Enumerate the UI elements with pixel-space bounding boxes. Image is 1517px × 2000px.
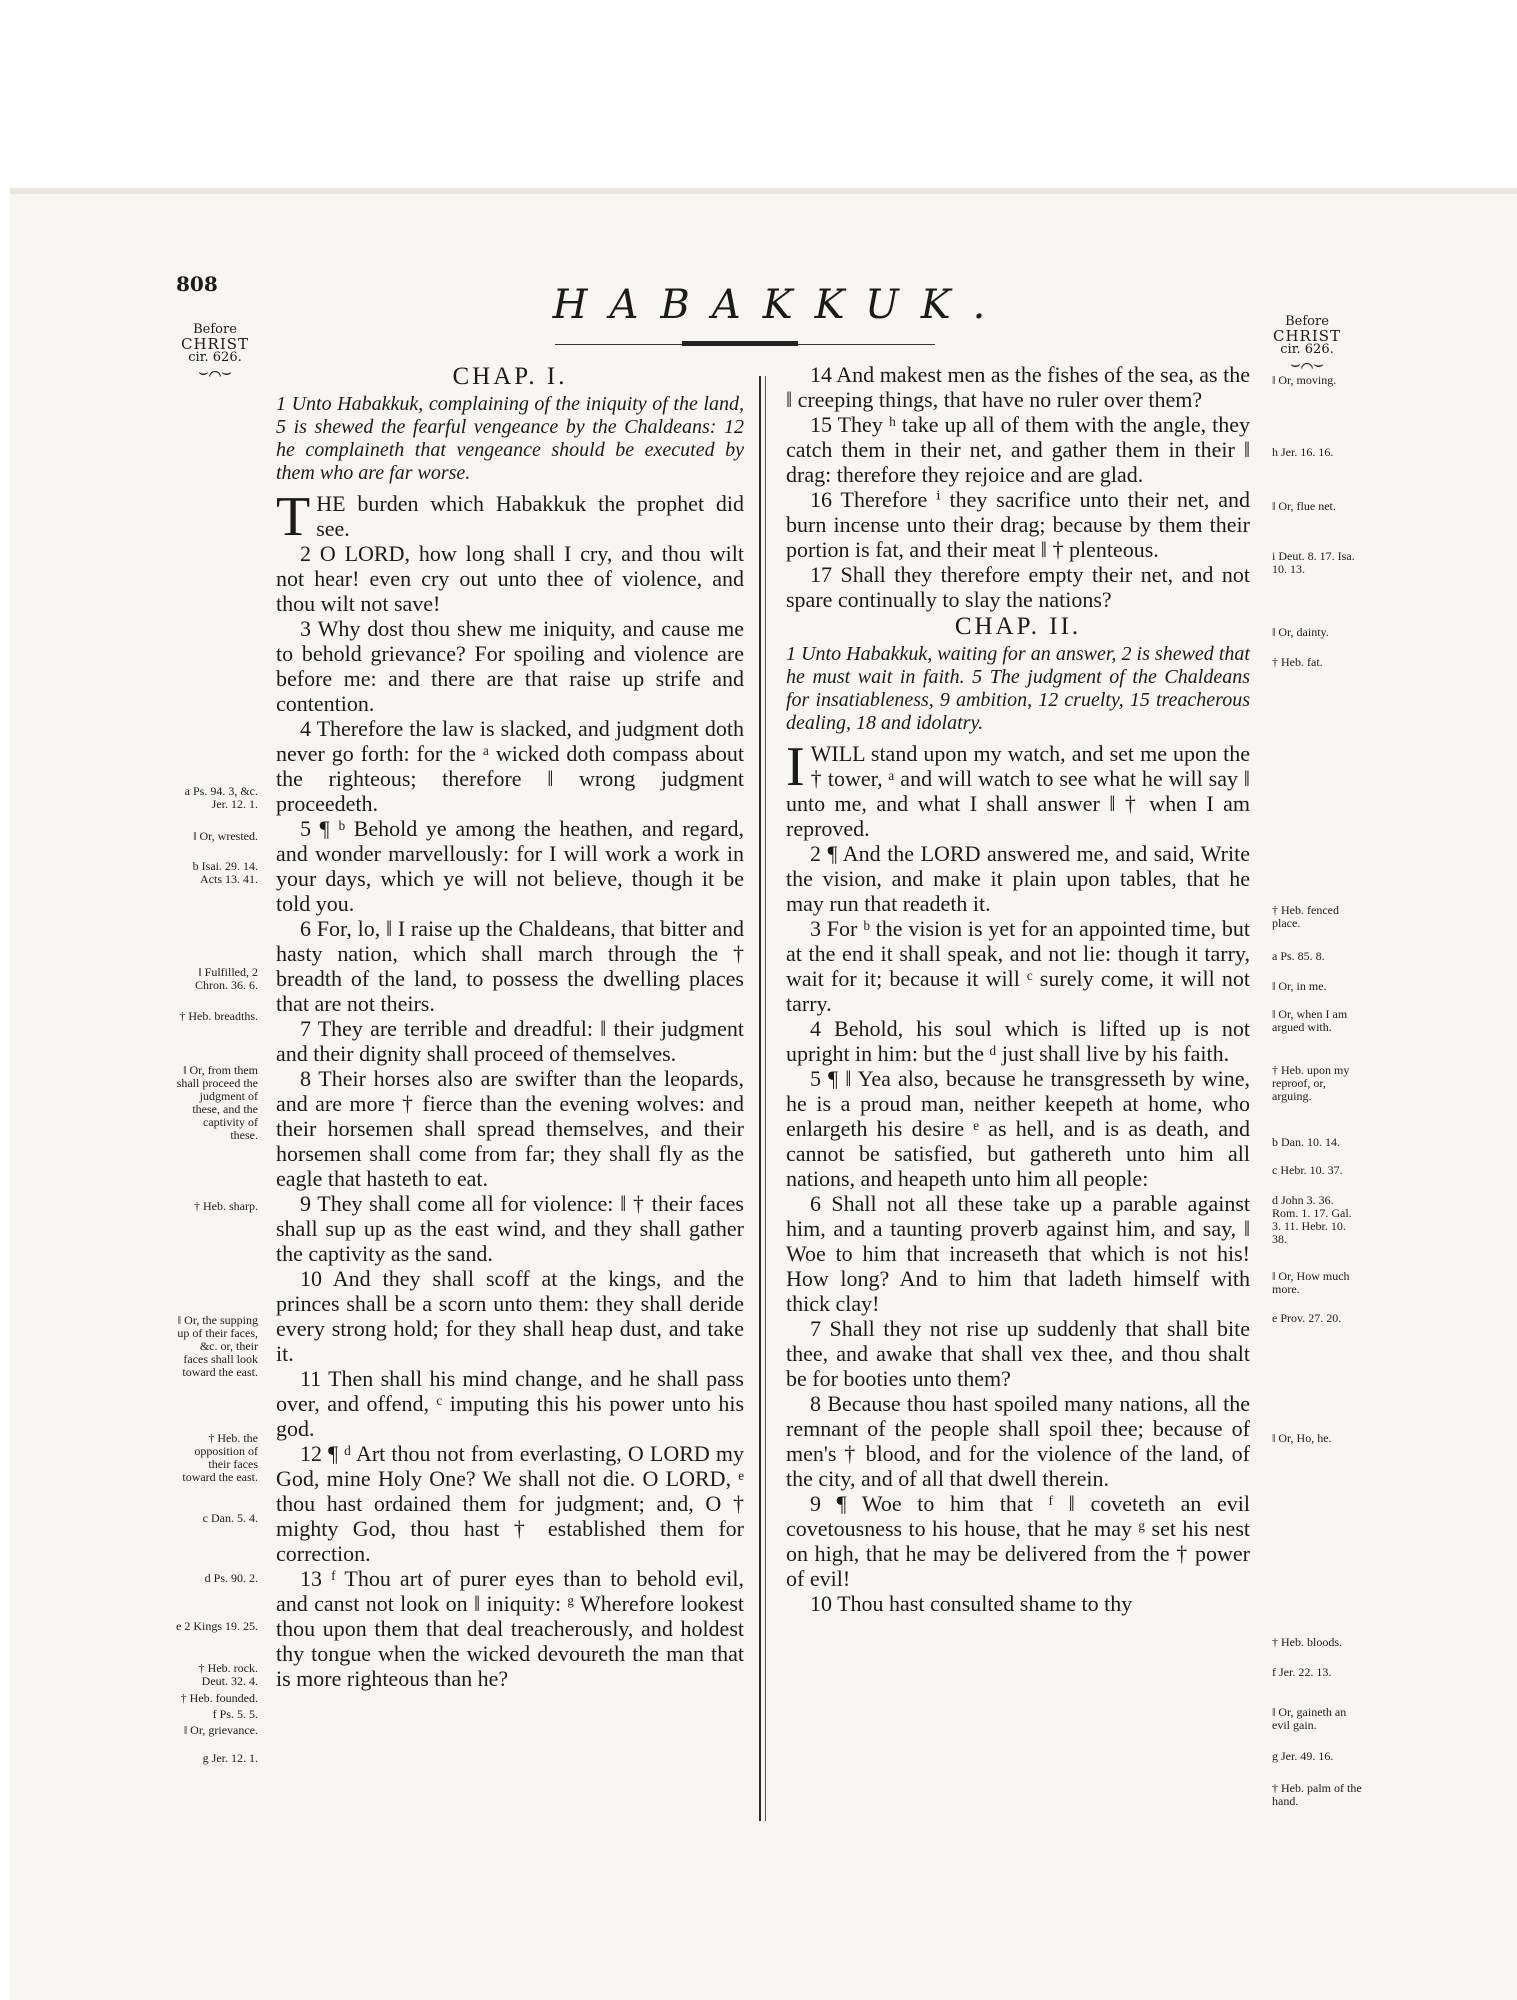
before-christ-right	[1264, 315, 1350, 371]
margin-note: e Prov. 27. 20.	[1272, 1311, 1342, 1325]
verse: 10 And they shall scoff at the kings, and the princes shall be a scorn unto them: they shall deride every strong hold; for they shall heap dust, and take it.	[276, 1266, 744, 1366]
margin-note: b Dan. 10. 14.	[1272, 1135, 1340, 1149]
margin-note: ‖ Or, the supping up of their faces, &c. or, their faces shall look toward the east.	[177, 1313, 258, 1379]
chapter-summary: 1 Unto Habakkuk, waiting for an answer, 2 is shewed that he must wait in faith. 5 The judgment of the Chaldeans for insatiableness, 9 ambition, 12 cruelty, 15 treacherous dealing, 18 and idolatry.	[786, 643, 1250, 734]
verse: 16 Therefore ⁱ they sacrifice unto their net, and burn incense unto their drag; because by them their portion is fat, and their meat ‖ † plenteous.	[786, 487, 1250, 562]
verse: 12 ¶ ᵈ Art thou not from everlasting, O LORD my God, mine Holy One? We shall not die. O LORD, ᵉ thou hast ordained them for judgment; and, O † mighty God, thou hast † established them for correction.	[276, 1441, 744, 1566]
christ-label: CHRIST	[180, 335, 250, 353]
margin-note: d Ps. 90. 2.	[204, 1571, 258, 1585]
swash-ornament: ⌣⌒⌣	[1290, 354, 1324, 373]
margin-note: † Heb. rock. Deut. 32. 4.	[198, 1661, 258, 1688]
margin-note: a Ps. 94. 3, &c. Jer. 12. 1.	[184, 784, 258, 811]
margin-note: g Jer. 12. 1.	[202, 1751, 258, 1765]
margin-note: ‖ Or, wrested.	[193, 829, 258, 843]
verse: WILL stand upon my watch, and set me upon the † tower, ᵃ and will watch to see what he will say ‖ unto me, and what I shall answer ‖ † when I am reproved.	[786, 741, 1250, 841]
margin-note: ‖ Or, dainty.	[1272, 625, 1329, 639]
verse: 7 They are terrible and dreadful: ‖ their judgment and their dignity shall proceed of themselves.	[276, 1016, 744, 1066]
margin-note: c Dan. 5. 4.	[202, 1511, 258, 1525]
margin-note: † Heb. bloods.	[1272, 1635, 1342, 1649]
margin-note: h Jer. 16. 16.	[1272, 445, 1334, 459]
book-title: HABAKKUK.	[552, 282, 1008, 328]
verse: 4 Therefore the law is slacked, and judgment doth never go forth: for the ᵃ wicked doth compass about the righteous; therefore ‖ wrong judgment proceedeth.	[276, 716, 744, 816]
chapter-summary: 1 Unto Habakkuk, complaining of the iniquity of the land, 5 is shewed the fearful vengeance by the Chaldeans: 12 he complaineth that vengeance should be executed by them who are far worse.	[276, 393, 744, 484]
verse: 3 Why dost thou shew me iniquity, and cause me to behold grievance? For spoiling and violence are before me: and there are that raise up strife and contention.	[276, 616, 744, 716]
column-divider	[759, 376, 762, 1821]
margin-note: ‖ Or, when I am argued with.	[1272, 1007, 1348, 1034]
margin-note: † Heb. palm of the hand.	[1272, 1781, 1362, 1808]
margin-note: ‖ Fulfilled, 2 Chron. 36. 6.	[195, 965, 258, 992]
verse: 5 ¶ ᵇ Behold ye among the heathen, and regard, and wonder marvellously: for I will work a work in your days, which ye will not believe, though it be told you.	[276, 816, 744, 916]
verse: HE burden which Habakkuk the prophet did see.	[316, 491, 744, 541]
verse: 10 Thou hast consulted shame to thy	[810, 1591, 1133, 1616]
margin-note: f Jer. 22. 13.	[1272, 1665, 1332, 1679]
verse: 8 Their horses also are swifter than the leopards, and are more † fierce than the evening wolves: and their horsemen shall spread themselves, and their horsemen shall come from far; they shall fly as the eagle that hasteth to eat.	[276, 1066, 744, 1191]
margin-note: ‖ Or, grievance.	[183, 1723, 258, 1737]
margin-note: † Heb. fenced place.	[1272, 903, 1339, 930]
margin-note: ‖ Or, moving.	[1272, 373, 1337, 387]
verse-block	[786, 736, 1250, 841]
margin-note: ‖ Or, in me.	[1272, 979, 1327, 993]
verse: 6 For, lo, ‖ I raise up the Chaldeans, that bitter and hasty nation, which shall march through the † breadth of the land, to possess the dwelling places that are not theirs.	[276, 916, 744, 1016]
verse: 11 Then shall his mind change, and he shall pass over, and offend, ᶜ imputing this his power unto his god.	[276, 1366, 744, 1441]
verse: 13 ᶠ Thou art of purer eyes than to behold evil, and canst not look on ‖ iniquity: ᵍ Wherefore lookest thou upon them that deal treacherously, and holdest thy tongue when the wicked devoureth the man that is more righteous than he?	[276, 1566, 744, 1691]
verse: 8 Because thou hast spoiled many nations, all the remnant of the people shall spoil thee; because of men's † blood, and for the violence of the land, of the city, and of all that dwell therein.	[786, 1391, 1250, 1491]
verse: 4 Behold, his soul which is lifted up is not upright in him: but the ᵈ just shall live by his faith.	[786, 1016, 1250, 1066]
verse-block	[276, 486, 744, 548]
before-label: Before	[193, 322, 237, 337]
margin-note: ‖ Or, from them shall proceed the judgment of these, and the captivity of these.	[176, 1063, 258, 1142]
column-divider-inner	[765, 376, 767, 1821]
verse: 17 Shall they therefore empty their net, and not spare continually to slay the nations?	[786, 562, 1250, 612]
margin-note: f Ps. 5. 5.	[212, 1707, 258, 1721]
right-column	[786, 362, 1250, 1616]
verse: 5 ¶ ‖ Yea also, because he transgresseth by wine, he is a proud man, neither keepeth at home, who enlargeth his desire ᵉ as hell, and is as death, and cannot be satisfied, but gathereth unto him all nations, and heapeth unto him all people:	[786, 1066, 1250, 1191]
circa-date: cir. 626.	[188, 350, 242, 365]
drop-cap: I	[786, 736, 805, 798]
left-column	[276, 362, 744, 1691]
margin-note: † Heb. the opposition of their faces toward the east.	[182, 1431, 258, 1484]
margin-note: i Deut. 8. 17. Isa. 10. 13.	[1272, 549, 1355, 576]
title-rule-ornament	[682, 341, 798, 346]
margin-note: † Heb. breadths.	[179, 1009, 258, 1023]
margin-note: e 2 Kings 19. 25.	[176, 1619, 258, 1633]
page-number: 808	[176, 272, 218, 296]
margin-note: c Hebr. 10. 37.	[1272, 1163, 1343, 1177]
before-label: Before	[1285, 314, 1329, 329]
swash-ornament: ⌣⌒⌣	[198, 362, 232, 381]
verse: 3 For ᵇ the vision is yet for an appointed time, but at the end it shall speak, and not lie: though it tarry, wait for it; because it will ᶜ surely come, it will not tarry.	[786, 916, 1250, 1016]
margin-note: b Isai. 29. 14. Acts 13. 41.	[192, 859, 258, 886]
margin-note: † Heb. upon my reproof, or, arguing.	[1272, 1063, 1350, 1103]
drop-cap: T	[276, 486, 311, 548]
margin-note: ‖ Or, flue net.	[1272, 499, 1336, 513]
margin-note: † Heb. fat.	[1272, 655, 1323, 669]
margin-note: ‖ Or, How much more.	[1272, 1269, 1350, 1296]
margin-note: † Heb. founded.	[180, 1691, 258, 1705]
verse: 9 They shall come all for violence: ‖ † their faces shall sup up as the east wind, and they shall gather the captivity as the sand.	[276, 1191, 744, 1266]
verse: 2 O LORD, how long shall I cry, and thou wilt not hear! even cry out unto thee of violence, and thou wilt not save!	[276, 541, 744, 616]
margin-note: a Ps. 85. 8.	[1272, 949, 1325, 963]
before-christ-left	[172, 323, 258, 379]
verse: 15 They ʰ take up all of them with the angle, they catch them in their net, and gather them in their ‖ drag: therefore they rejoice and are glad.	[786, 412, 1250, 487]
chapter-heading: CHAP. I.	[452, 363, 568, 390]
margin-note: d John 3. 36. Rom. 1. 17. Gal. 3. 11. Hebr. 10. 38.	[1272, 1193, 1352, 1246]
verse: 14 And makest men as the fishes of the sea, as the ‖ creeping things, that have no ruler over them?	[786, 362, 1250, 412]
verse: 7 Shall they not rise up suddenly that shall bite thee, and awake that shall vex thee, and thou shalt be for booties unto them?	[786, 1316, 1250, 1391]
verse: 9 ¶ Woe to him that ᶠ ‖ coveteth an evil covetousness to his house, that he may ᵍ set his nest on high, that he may be delivered from the † power of evil!	[786, 1491, 1250, 1591]
margin-note: ‖ Or, Ho, he.	[1272, 1431, 1332, 1445]
chapter-heading: CHAP. II.	[954, 613, 1082, 640]
christ-label: CHRIST	[1272, 327, 1342, 345]
circa-date: cir. 626.	[1280, 342, 1334, 357]
margin-note: † Heb. sharp.	[194, 1199, 258, 1213]
verse: 2 ¶ And the LORD answered me, and said, Write the vision, and make it plain upon tables, that he may run that readeth it.	[786, 841, 1250, 916]
margin-note: ‖ Or, gaineth an evil gain.	[1272, 1705, 1347, 1732]
verse: 6 Shall not all these take up a parable against him, and a taunting proverb against him, and say, ‖ Woe to him that increaseth that which is not his! How long? And to him that ladeth himself with thick clay!	[786, 1191, 1250, 1316]
page-top-edge	[10, 188, 1517, 194]
margin-note: g Jer. 49. 16.	[1272, 1749, 1334, 1763]
